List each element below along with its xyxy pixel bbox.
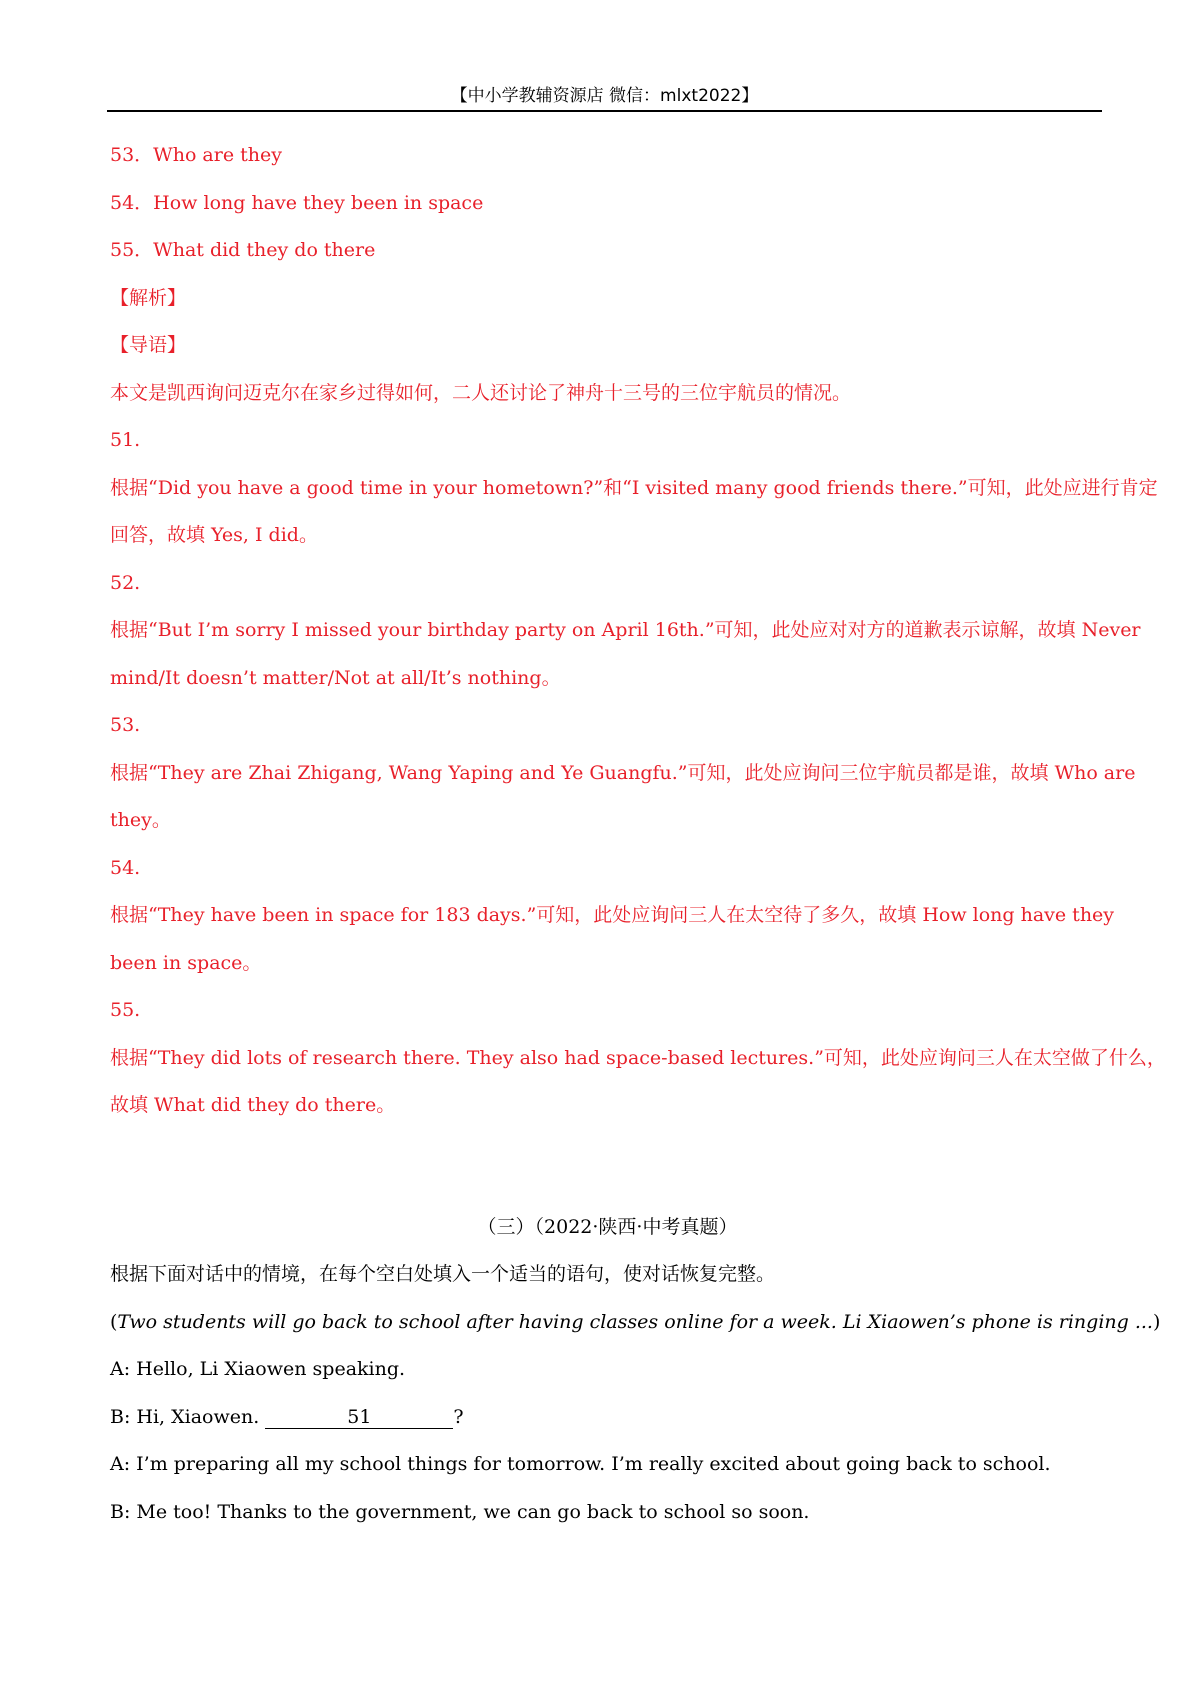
answer-54: 54．How long have they been in space — [110, 191, 484, 214]
context-text: Two students will go back to school after having classes online for a week. Li Xiaowen’s phone is ringing ... — [117, 1310, 1153, 1333]
explanation-line: 根据“They are Zhai Zhigang, Wang Yaping and Ye Guangfu.”可知，此处应询问三位宇航员都是谁，故填 Who are — [110, 761, 1136, 784]
answer-53: 53．Who are they — [110, 144, 282, 166]
section-title: （三）（2022·陕西·中考真题） — [477, 1215, 738, 1238]
blank-51[interactable]: 51 — [265, 1406, 453, 1429]
page-header: 【中小学教辅资源店 微信：mlxt2022】 — [450, 86, 759, 106]
section-instruction: 根据下面对话中的情境，在每个空白处填入一个适当的语句，使对话恢复完整。 — [110, 1263, 776, 1285]
dialogue-line-a1: A: Hello, Li Xiaowen speaking. — [110, 1358, 406, 1380]
explanation-line: 根据“But I’m sorry I missed your birthday party on April 16th.”可知，此处应对对方的道歉表示谅解，故填 Never — [110, 619, 1141, 641]
explanation-number: 53. — [110, 714, 141, 736]
explanation-line: mind/It doesn’t matter/Not at all/It’s nothing。 — [110, 666, 561, 689]
explanation-number: 54. — [110, 856, 141, 879]
section-gap — [110, 1140, 1105, 1214]
explanation-number: 52. — [110, 571, 141, 594]
context-open-paren: ( — [110, 1310, 118, 1333]
dialogue-line-b1 — [110, 1404, 1105, 1430]
answer-55: 55．What did they do there — [110, 239, 376, 261]
analysis-label: 【解析】 — [110, 286, 187, 309]
explanation-number: 55. — [110, 999, 141, 1021]
dialogue-line-b2: B: Me too! Thanks to the government, we can go back to school so soon. — [110, 1500, 810, 1523]
explanation-line: 故填 What did they do there。 — [110, 1094, 396, 1116]
explanation-line: been in space。 — [110, 951, 262, 974]
intro-label: 【导语】 — [110, 334, 187, 356]
explanation-line: 回答，故填 Yes, I did。 — [110, 524, 318, 546]
explanation-line: they。 — [110, 809, 171, 831]
dialogue-line-a2: A: I’m preparing all my school things for tomorrow. I’m really excited about going back to school. — [110, 1453, 1051, 1475]
explanation-line: 根据“They did lots of research there. They also had space-based lectures.”可知，此处应询问三人在太空做了什么， — [110, 1046, 1166, 1069]
dialogue-b1-prefix: B: Hi, Xiaowen. — [110, 1405, 266, 1428]
explanation-number: 51. — [110, 429, 141, 451]
dialogue-context — [110, 1309, 1161, 1335]
header-divider — [107, 110, 1102, 112]
document-body — [110, 142, 1166, 1546]
context-close-paren: ) — [1152, 1310, 1161, 1333]
explanation-line: 根据“Did you have a good time in your hometown?”和“I visited many good friends there.”可知，此处应进行肯定 — [110, 476, 1158, 499]
explanation-line: 根据“They have been in space for 183 days.”可知，此处应询问三人在太空待了多久，故填 How long have they — [110, 904, 1115, 926]
dialogue-b1-suffix: ? — [453, 1405, 464, 1428]
intro-text: 本文是凯西询问迈克尔在家乡过得如何，二人还讨论了神舟十三号的三位宇航员的情况。 — [110, 381, 852, 404]
